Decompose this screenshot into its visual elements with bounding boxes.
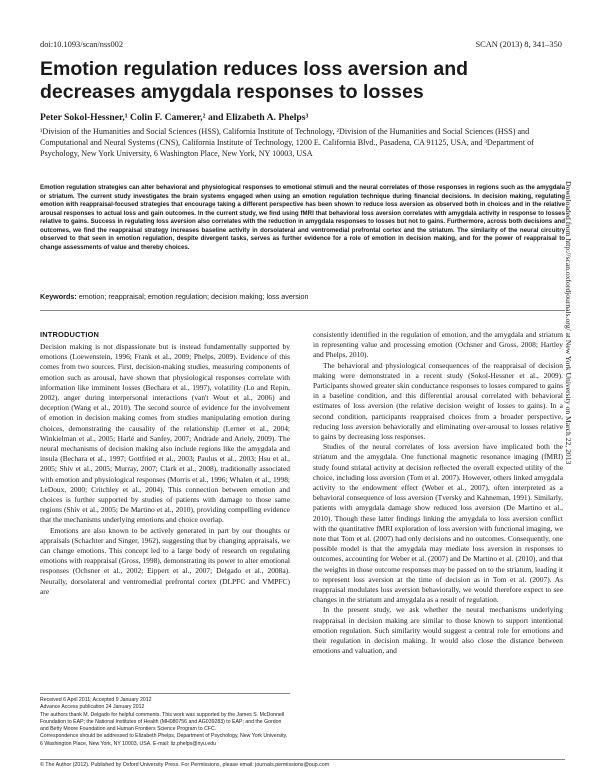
correspondence-note: Correspondence should be addressed to Elizabeth Phelps, Department of Psychology, New York University, 6 Washington Place, New York, NY 10003, USA. E-mail: liz.phelps@nyu.edu xyxy=(40,733,288,747)
body-paragraph: In the present study, we ask whether the neural mechanisms underlying reappraisal in decision making are similar to those known to support intentional emotion regulation. Such similarity would suggest a central role for emotions and their regulation in decision making. It would also close the distance between emotions and valuation, and xyxy=(313,605,563,656)
section-heading-introduction: INTRODUCTION xyxy=(40,330,100,339)
right-column xyxy=(313,330,563,657)
body-paragraph: Studies of the neural correlates of loss aversion have implicated both the striatum and the amygdala. One functional magnetic resonance imaging (fMRI) study found striatal activity at decision reflected the overall expected utility of the choice, including loss aversion (Tom et al. 2007). However, others linked amygdala activity to the endowment effect (Weber et al., 2007), often interpreted as a behavioral consequence of loss aversion (Tversky and Kahneman, 1991). Similarly, patients with amygdala damage show reduced loss aversion (De Martino et al., 2010). Though these latter findings linking the amygdala to loss aversion conflict with the quantitative fMRI exploration of loss aversion with functional imaging, we note that Tom et al. (2007) had only decisions and no outcomes. Consequently, one possible model is that the amygdala may mediate loss aversion in responses to outcomes, accounting for Weber et al. (2007) and De Martino et al. (2010), and that the weights in those outcome responses may be passed on to the striatum, leading it to represent loss aversion at the time of decision as in Tom et al. (2007). As reappraisal modulates loss aversion behaviorally, we would therefore expect to see changes in the striatum and amygdala as a result of regulation. xyxy=(313,442,563,605)
keywords-line xyxy=(40,292,565,301)
doi-header: doi:10.1093/scan/nss002 xyxy=(40,40,124,49)
left-column xyxy=(40,330,290,597)
acknowledgements: The authors thank M. Delgado for helpful comments. This work was supported by the James S. McDonnell Foundation to EAP; the National Institutes of Health (MH080756 and AG039283) to EAP; and the Gordon and Betty Moore Foundation and Human Frontiers Science Program to CFC. xyxy=(40,711,285,733)
keywords-text: emotion; reappraisal; emotion regulation; decision making; loss aversion xyxy=(78,292,309,301)
paper-title: Emotion regulation reduces loss aversion and decreases amygdala responses to losses xyxy=(40,58,469,103)
footer-divider xyxy=(40,759,565,760)
body-paragraph: consistently identified in the regulation of emotion, and the amygdala and striatum in representing value and processing emotion (Ochsner and Gross, 2008; Hartley and Phelps, 2010). xyxy=(313,330,563,360)
journal-citation-header: SCAN (2013) 8, 341–350 xyxy=(475,40,562,49)
abstract: Emotion regulation strategies can alter behavioral and physiological responses to emotional stimuli and the neural correlates of those responses in regions such as the amygdala or striatum. The current study investigates the brain systems engaged when using an emotion regulation technique during financial decisions. In decision making, regulating emotion with reappraisal-focused strategies that encourage taking a different perspective has been shown to reduce loss aversion as observed both in choices and in the relative arousal responses to actual loss and gain outcomes. In the current study, we find using fMRI that behavioral loss aversion correlates with amygdala activity in response to losses relative to gains. Success in regulating loss aversion also correlates with the reduction in amygdala responses to losses but not to gains. Furthermore, across both decisions and outcomes, we find the reappraisal strategy increases baseline activity in dorsolateral and ventromedial prefrontal cortex and the striatum. The similarity of the neural circuitry observed to that seen in emotion regulation, despite divergent tasks, serves as further evidence for a role of emotion in decision making, and for the power of reappraisal to change assessments of value and thereby choices. xyxy=(40,184,565,251)
copyright-notice: © The Author (2012). Published by Oxford University Press. For Permissions, please email: journals.permissions@oup.com xyxy=(40,762,330,768)
footnotes xyxy=(40,697,290,748)
affiliations: ¹Division of the Humanities and Social Sciences (HSS), California Institute of Technology, ²Division of the Humanities and Social Sciences (HSS) and Computational and Neural Systems (CNS), California Institute of Technology, 1200 E. California Blvd., Pasadena, CA 91125, USA, and ³Department of Psychology, New York University, 6 Washington Place, New York, NY 10003, USA xyxy=(40,127,534,158)
received-dates: Received 6 April 2011; Accepted 9 January 2012 xyxy=(40,697,152,703)
author-list: Peter Sokol-Hessner,¹ Colin F. Camerer,² and Elizabeth A. Phelps³ xyxy=(40,112,309,123)
body-paragraph: The behavioral and physiological consequences of the reappraisal of decision making were demonstrated in a recent study (Sokol-Hessner et al., 2009). Participants showed greater skin conductance responses to losses compared to gains in a baseline condition, and this differential arousal correlated with behavioral estimates of loss aversion (the relative decision weight of losses to gains). In a second condition, participants reappraised choices from a broader perspective, reducing loss aversion behaviorally and eliminating over-arousal to losses relative to gains by decreasing loss responses. xyxy=(313,360,563,442)
body-paragraph: Decision making is not dispassionate but is instead fundamentally supported by emotions (Loewenstein, 1996; Frank et al., 2009; Phelps, 2009). Evidence of this comes from two sources. First, decision-making studies, measuring components of emotion such as arousal, have shown that physiological responses correlate with information like imminent losses (Bechara et al., 1997), volatility (Lo and Repin, 2002), anger during interpersonal interactions (van't Wout et al., 2006) and deception (Wang et al., 2010). The second source of evidence for the involvement of emotion in decision making comes from studies manipulating emotion during choices, demonstrating the causality of the relationship (Lerner et al., 2004; Winkielman et al., 2005; Harlé and Sanfey, 2007; Andrade and Ariely, 2009). The neural mechanisms of decision making also include regions like the amygdala and insula (Bechara et al., 1997; Gottfried et al., 2003; Paulus et al., 2003; Hsu et al., 2005; Shiv et al., 2005; Murray, 2007; Clark et al., 2008), traditionally associated with emotion and physiological responses (Morris et al., 1996; Whalen et al., 1998; LeDoux, 2000; Critchley et al., 2004). This connection between emotion and choices is further supported by studies of patients with damage to those same regions (Shiv et al., 2005; De Martino et al., 2010), providing compelling evidence that the mechanisms underlying emotions and choice overlap. xyxy=(40,342,290,525)
keywords-divider xyxy=(40,310,565,311)
footnote-divider xyxy=(40,693,290,694)
body-paragraph: Emotions are also known to be actively generated in part by our thoughts or appraisals (Schachter and Singer, 1962), suggesting that by changing appraisals, we can change emotions. This concept led to a large body of research on regulating emotions with reappraisal (Gross, 1998), demonstrating its power to alter emotional responses (Ochsner et al., 2002; Eippert et al., 2007; Delgado et al., 2008a). Neurally, dorsolateral and ventromedial prefrontal cortex (DLPFC and VMPFC) are xyxy=(40,525,290,596)
download-side-note-text: Downloaded from http://scan.oxfordjournals.org/ at New York University on March 22, 2013 xyxy=(564,181,573,465)
keywords-label: Keywords: xyxy=(40,292,77,301)
advance-access-note: Advance Access publication 24 January 2012 xyxy=(40,704,145,711)
